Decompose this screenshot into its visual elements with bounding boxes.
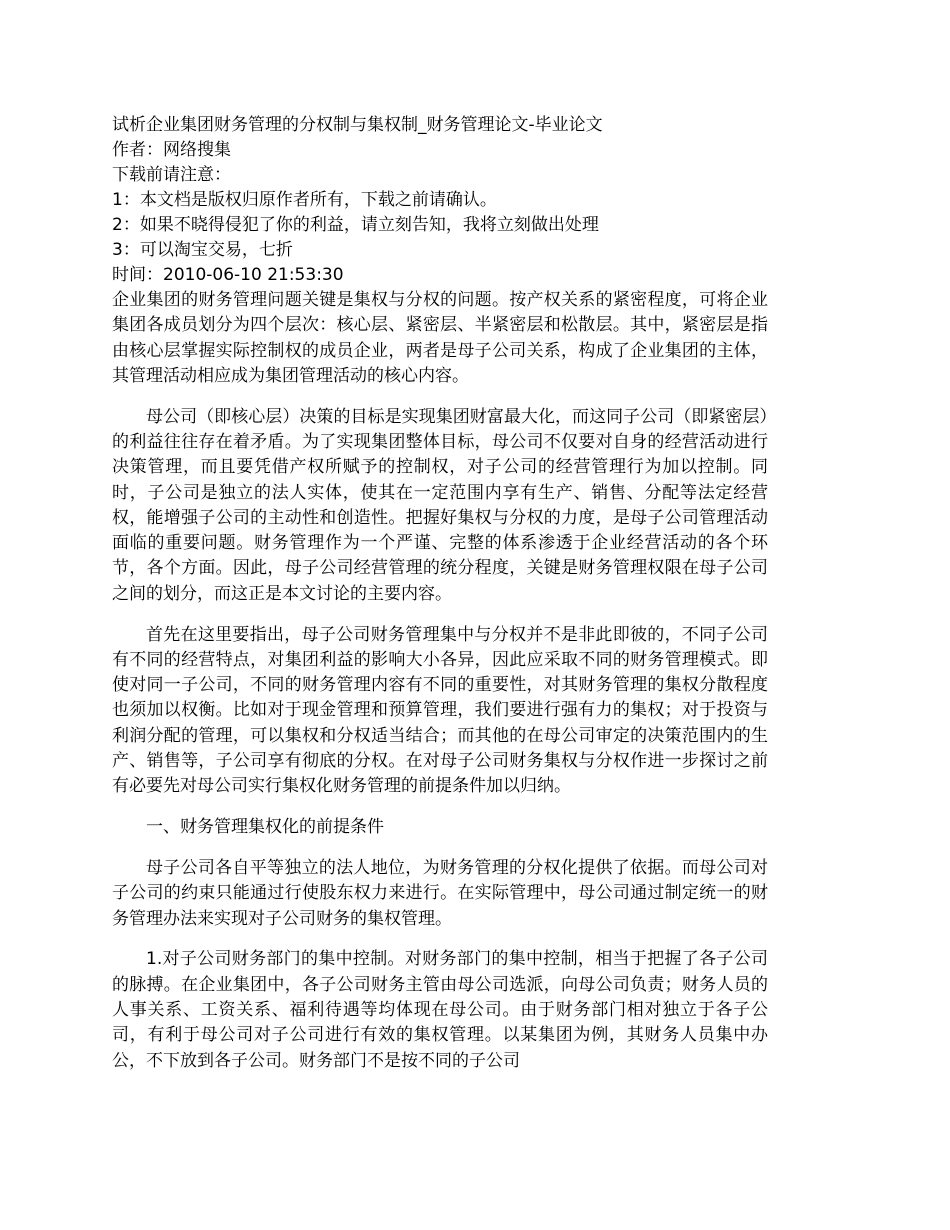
notice-item-2: 2：如果不晓得侵犯了你的利益，请立刻告知，我将立刻做出处理 [112, 215, 599, 235]
notice-heading: 下载前请注意： [112, 165, 231, 185]
notice-item-1: 1：本文档是版权归原作者所有，下载之前请确认。 [112, 190, 497, 210]
body-paragraph: 首先在这里要指出，母子公司财务管理集中与分权并不是非此即彼的，不同子公司有不同的经营特点，对集团利益的影响大小各异，因此应采取不同的财务管理模式。即使对同一子公司，不同的财务管理内容有不同的重要性，对其财务管理的集权分散程度也须加以权衡。比如对于现金管理和预算管理，我们要进行强有力的集权；对于投资与利润分配的管理，可以集权和分权适当结合；而其他的在母公司审定的决策范围内的生产、销售等，子公司享有彻底的分权。在对母子公司财务集权与分权作进一步探讨之前有必要先对母公司实行集权化财务管理的前提条件加以归纳。 [112, 624, 768, 797]
document-author: 作者：网络搜集 [112, 140, 231, 160]
body-paragraph: 1.对子公司财务部门的集中控制。对财务部门的集中控制，相当于把握了各子公司的脉搏。在企业集团中，各子公司财务主管由母公司选派，向母公司负责；财务人员的人事关系、工资关系、福利待遇等均体现在母公司。由于财务部门相对独立于各子公司，有利于母公司对子公司进行有效的集权管理。以某集团为例，其财务人员集中办公，不下放到各子公司。财务部门不是按不同的子公司 [112, 949, 768, 1071]
document-time: 时间：2010-06-10 21:53:30 [112, 265, 344, 285]
body-paragraph: 母公司（即核心层）决策的目标是实现集团财富最大化，而这同子公司（即紧密层）的利益往往存在着矛盾。为了实现集团整体目标，母公司不仅要对自身的经营活动进行决策管理，而且要凭借产权所赋予的控制权，对子公司的经营管理行为加以控制。同时，子公司是独立的法人实体，使其在一定范围内享有生产、销售、分配等法定经营权，能增强子公司的主动性和创造性。把握好集权与分权的力度，是母子公司管理活动面临的重要问题。财务管理作为一个严谨、完整的体系渗透于企业经营活动的各个环节，各个方面。因此，母子公司经营管理的统分程度，关键是财务管理权限在母子公司之间的划分，而这正是本文讨论的主要内容。 [112, 406, 768, 604]
document-page [112, 113, 768, 1074]
section-heading: 一、财务管理集权化的前提条件 [146, 817, 384, 838]
notice-item-3: 3：可以淘宝交易，七折 [112, 240, 293, 260]
body-paragraph: 企业集团的财务管理问题关键是集权与分权的问题。按产权关系的紧密程度，可将企业集团各成员划分为四个层次：核心层、紧密层、半紧密层和松散层。其中，紧密层是指由核心层掌握实际控制权的成员企业，两者是母子公司关系，构成了企业集团的主体，其管理活动相应成为集团管理活动的核心内容。 [112, 290, 768, 386]
body-paragraph: 母子公司各自平等独立的法人地位，为财务管理的分权化提供了依据。而母公司对子公司的约束只能通过行使股东权力来进行。在实际管理中，母公司通过制定统一的财务管理办法来实现对子公司财务的集权管理。 [112, 857, 768, 929]
document-body [112, 288, 768, 1074]
document-title: 试析企业集团财务管理的分权制与集权制_财务管理论文-毕业论文 [112, 115, 603, 135]
